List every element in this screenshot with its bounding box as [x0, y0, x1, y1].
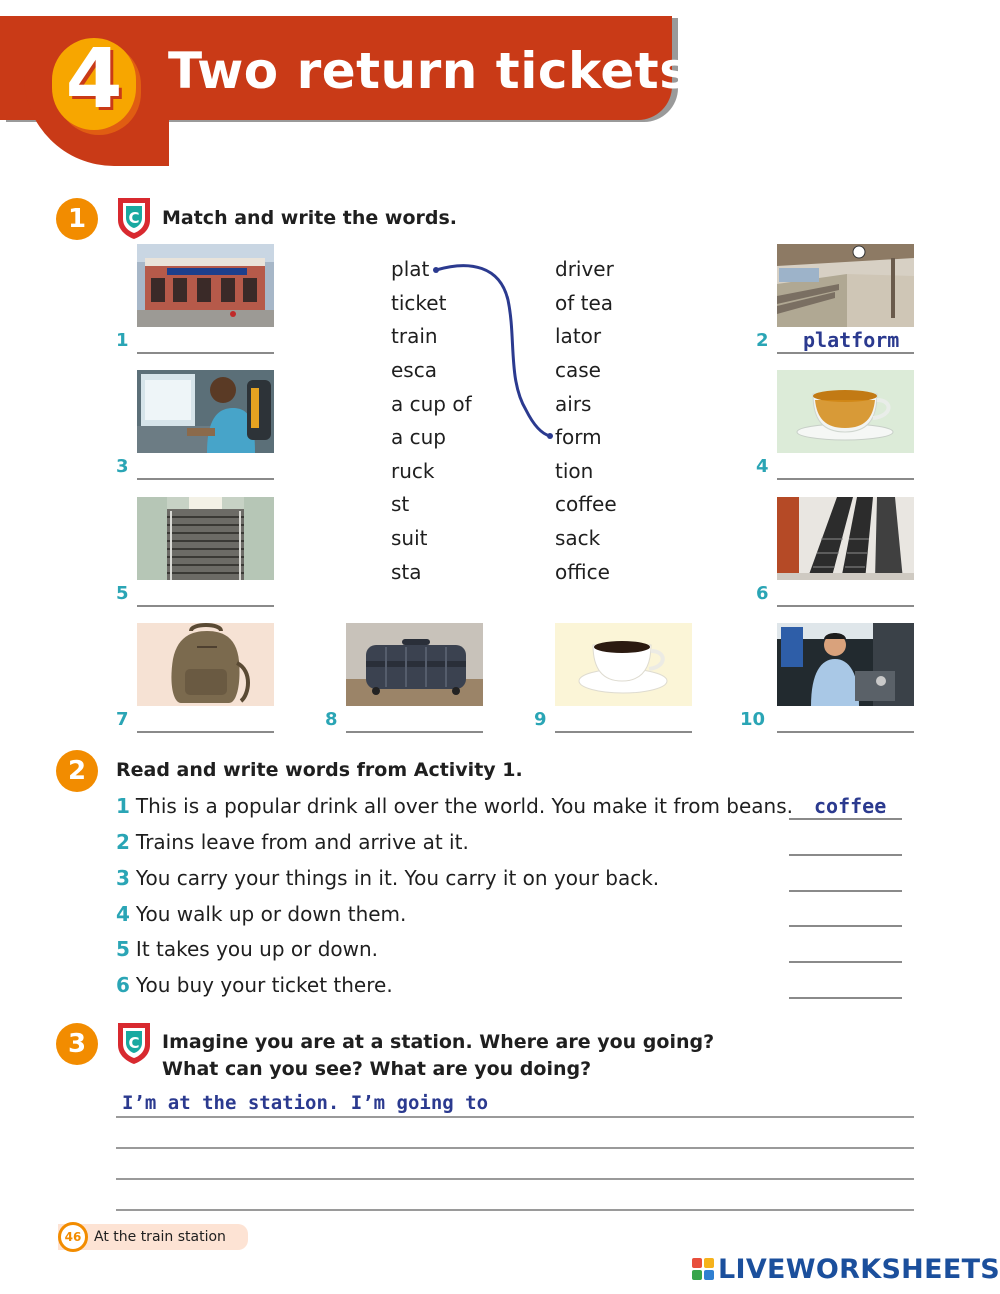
- sentence-answer-line-5[interactable]: [789, 961, 902, 963]
- item-number: 4: [756, 456, 769, 477]
- item-number: 10: [740, 709, 766, 730]
- word-part-right[interactable]: of tea: [555, 291, 614, 315]
- item-number: 2: [756, 330, 769, 351]
- liveworksheets-icon: [692, 1258, 714, 1280]
- writing-line-4[interactable]: [116, 1209, 914, 1211]
- item-number: 6: [756, 583, 769, 604]
- answer-line-10[interactable]: [777, 731, 914, 733]
- word-part-right[interactable]: lator: [555, 324, 602, 348]
- word-part-left[interactable]: suit: [391, 526, 428, 550]
- svg-text:C: C: [128, 1034, 140, 1052]
- sentence-1: 1 This is a popular drink all over the world. You make it from beans.: [116, 794, 793, 818]
- suitcase-image: [346, 623, 483, 706]
- cup-of-tea-image: [777, 370, 914, 453]
- sentence-answer-line-4[interactable]: [789, 925, 902, 927]
- footer-section-title: At the train station: [94, 1229, 226, 1245]
- word-part-right[interactable]: sack: [555, 526, 601, 550]
- writing-line-2[interactable]: [116, 1147, 914, 1149]
- cup-of-coffee-image: [555, 623, 692, 706]
- sentence-4: 4 You walk up or down them.: [116, 902, 407, 926]
- word-part-right[interactable]: airs: [555, 392, 592, 416]
- answer-line-5[interactable]: [137, 605, 274, 607]
- activity-2-instruction: Read and write words from Activity 1.: [116, 759, 523, 781]
- ticket-office-image: [137, 370, 274, 453]
- answer-line-3[interactable]: [137, 478, 274, 480]
- sentence-answer-line-6[interactable]: [789, 997, 902, 999]
- word-part-right[interactable]: driver: [555, 257, 614, 281]
- activity-3-instruction-line-2: What can you see? What are you doing?: [162, 1058, 592, 1080]
- word-part-left[interactable]: a cup: [391, 425, 446, 449]
- rucksack-image: [137, 623, 274, 706]
- sentence-answer-line-3[interactable]: [789, 890, 902, 892]
- item-number: 1: [116, 330, 129, 351]
- example-writing: I’m at the station. I’m going to: [122, 1092, 489, 1114]
- sentence-6: 6 You buy your ticket there.: [116, 973, 393, 997]
- word-part-right[interactable]: case: [555, 358, 601, 382]
- sentence-answer-line-2[interactable]: [789, 854, 902, 856]
- answer-line-9[interactable]: [555, 731, 692, 733]
- word-part-right[interactable]: form: [555, 425, 602, 449]
- train-driver-image: [777, 623, 914, 706]
- answer-line-6[interactable]: [777, 605, 914, 607]
- item-number: 5: [116, 583, 129, 604]
- item-number: 9: [534, 709, 547, 730]
- stairs-image: [137, 497, 274, 580]
- word-part-left[interactable]: esca: [391, 358, 437, 382]
- word-part-left[interactable]: a cup of: [391, 392, 472, 416]
- word-part-right[interactable]: coffee: [555, 492, 617, 516]
- word-part-right[interactable]: office: [555, 560, 610, 584]
- word-part-left[interactable]: ruck: [391, 459, 435, 483]
- communication-shield-icon: [116, 196, 152, 240]
- activity-2-number: 2: [56, 750, 98, 792]
- word-part-left[interactable]: train: [391, 324, 438, 348]
- writing-line-1[interactable]: [116, 1116, 914, 1118]
- activity-1-number: 1: [56, 198, 98, 240]
- page-title: Two return tickets: [168, 42, 690, 100]
- word-part-left[interactable]: plat: [391, 257, 430, 281]
- activity-1-instruction: Match and write the words.: [162, 207, 458, 229]
- item-number: 3: [116, 456, 129, 477]
- word-part-left[interactable]: sta: [391, 560, 422, 584]
- answer-line-4[interactable]: [777, 478, 914, 480]
- platform-image: [777, 244, 914, 327]
- sentence-5: 5 It takes you up or down.: [116, 937, 379, 961]
- word-part-right[interactable]: tion: [555, 459, 594, 483]
- sentence-3: 3 You carry your things in it. You carry it on your back.: [116, 866, 660, 890]
- answer-line-8[interactable]: [346, 731, 483, 733]
- unit-number: 4: [65, 32, 123, 127]
- example-answer: platform: [803, 328, 900, 352]
- communication-shield-icon: [116, 1021, 152, 1065]
- answer-line-1[interactable]: [137, 352, 274, 354]
- brand-name: LIVEWORKSHEETS: [718, 1253, 1000, 1285]
- example-match-line: [430, 260, 560, 445]
- answer-line-7[interactable]: [137, 731, 274, 733]
- example-answer: coffee: [814, 794, 887, 818]
- word-part-left[interactable]: st: [391, 492, 410, 516]
- escalator-image: [777, 497, 914, 580]
- writing-line-3[interactable]: [116, 1178, 914, 1180]
- answer-line-2[interactable]: [777, 352, 914, 354]
- sentence-2: 2 Trains leave from and arrive at it.: [116, 830, 469, 854]
- activity-3-number: 3: [56, 1023, 98, 1065]
- item-number: 7: [116, 709, 129, 730]
- sentence-answer-line-1[interactable]: [789, 818, 902, 820]
- liveworksheets-logo[interactable]: [692, 1254, 1000, 1284]
- page-number: 46: [58, 1222, 88, 1252]
- station-building-image: [137, 244, 274, 327]
- activity-3-instruction-line-1: Imagine you are at a station. Where are you going?: [162, 1031, 715, 1053]
- svg-text:C: C: [128, 209, 140, 227]
- item-number: 8: [325, 709, 338, 730]
- word-part-left[interactable]: ticket: [391, 291, 447, 315]
